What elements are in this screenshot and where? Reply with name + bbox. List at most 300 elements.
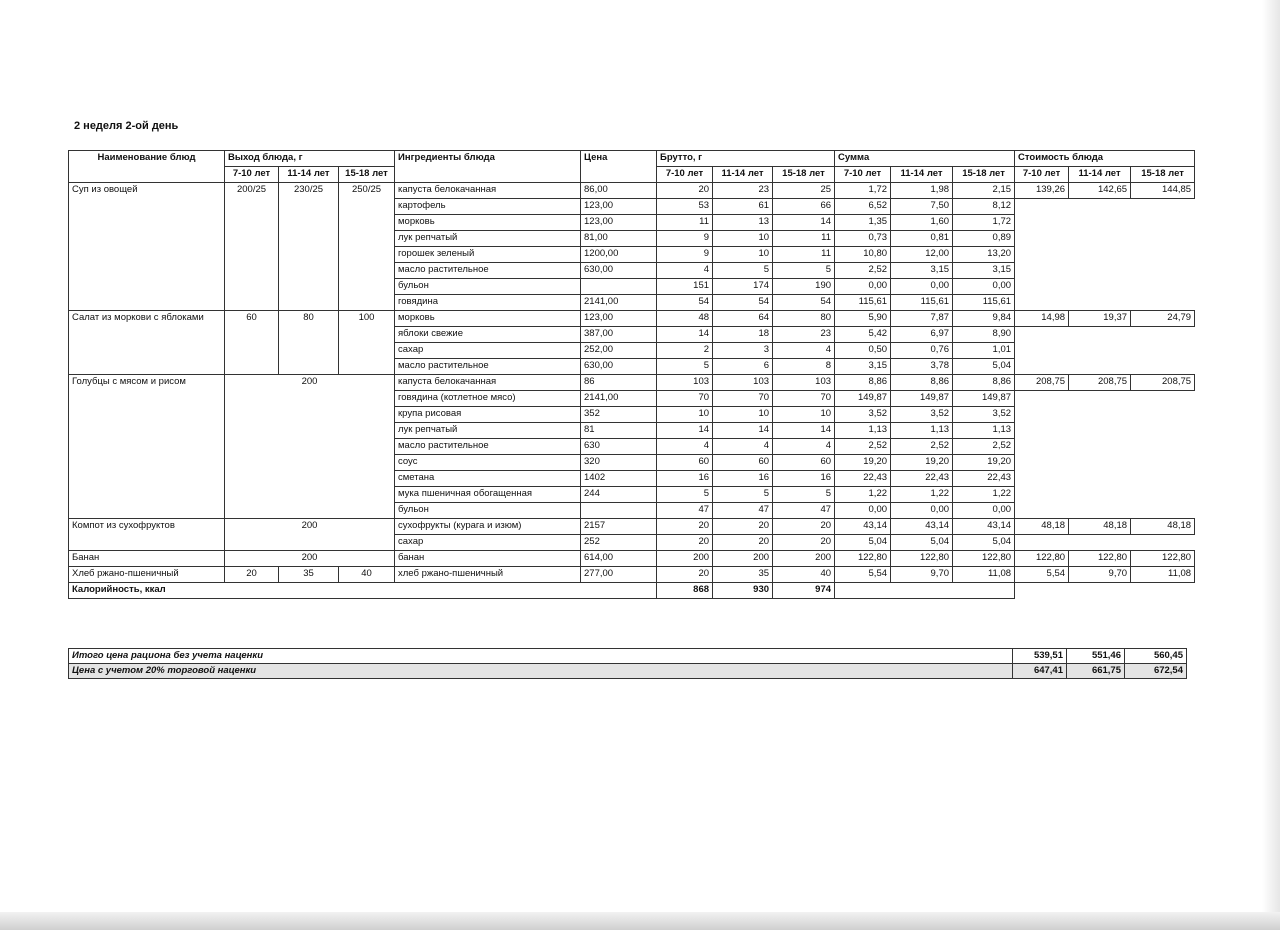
ingredient-name: соус: [395, 455, 581, 471]
sum-value: 9,84: [953, 311, 1015, 327]
dish-cost: 208,75: [1069, 375, 1131, 391]
total-value: 672,54: [1125, 664, 1187, 679]
sum-value: 0,89: [953, 231, 1015, 247]
brutto-value: 16: [773, 471, 835, 487]
brutto-value: 200: [713, 551, 773, 567]
dish-output: 200: [225, 551, 395, 567]
ingredient-name: говядина: [395, 295, 581, 311]
sum-value: 122,80: [891, 551, 953, 567]
ingredient-name: картофель: [395, 199, 581, 215]
ingredient-name: капуста белокачанная: [395, 183, 581, 199]
dish-output: 200/25: [225, 183, 279, 311]
total-value: 661,75: [1067, 664, 1125, 679]
sum-value: 1,72: [835, 183, 891, 199]
header-age-11-14: 11-14 лет: [713, 167, 773, 183]
sum-value: 1,60: [891, 215, 953, 231]
sum-value: 0,76: [891, 343, 953, 359]
sum-value: 1,22: [891, 487, 953, 503]
brutto-value: 200: [773, 551, 835, 567]
empty-cell: [1015, 439, 1195, 455]
brutto-value: 14: [657, 423, 713, 439]
sum-value: 122,80: [835, 551, 891, 567]
sum-value: 115,61: [953, 295, 1015, 311]
ingredient-price: 320: [581, 455, 657, 471]
empty-cell: [1015, 231, 1195, 247]
dish-cost: 122,80: [1131, 551, 1195, 567]
ingredient-price: 630,00: [581, 263, 657, 279]
sum-value: 22,43: [835, 471, 891, 487]
page-edge-shadow: [1262, 0, 1280, 930]
sum-value: 0,00: [835, 279, 891, 295]
brutto-value: 20: [657, 567, 713, 583]
brutto-value: 23: [773, 327, 835, 343]
sum-value: 8,12: [953, 199, 1015, 215]
dish-output: 230/25: [279, 183, 339, 311]
brutto-value: 5: [773, 263, 835, 279]
ingredient-name: масло растительное: [395, 359, 581, 375]
sum-value: 0,81: [891, 231, 953, 247]
empty-cell: [1015, 247, 1195, 263]
empty-cell: [835, 583, 1015, 599]
empty-cell: [1015, 279, 1195, 295]
sum-value: 3,52: [835, 407, 891, 423]
brutto-value: 20: [657, 519, 713, 535]
sum-value: 3,78: [891, 359, 953, 375]
ingredient-price: 123,00: [581, 311, 657, 327]
brutto-value: 53: [657, 199, 713, 215]
sum-value: 1,13: [835, 423, 891, 439]
ingredient-price: 81: [581, 423, 657, 439]
ingredient-price: 2157: [581, 519, 657, 535]
sum-value: 10,80: [835, 247, 891, 263]
brutto-value: 14: [773, 423, 835, 439]
sum-value: 8,86: [953, 375, 1015, 391]
sum-value: 22,43: [891, 471, 953, 487]
sum-value: 19,20: [891, 455, 953, 471]
dish-cost: 142,65: [1069, 183, 1131, 199]
sum-value: 2,52: [891, 439, 953, 455]
ingredient-price: 630,00: [581, 359, 657, 375]
page-title: 2 неделя 2-ой день: [74, 120, 179, 132]
brutto-value: 13: [713, 215, 773, 231]
empty-cell: [1015, 471, 1195, 487]
dish-cost: 139,26: [1015, 183, 1069, 199]
header-brutto: Брутто, г: [657, 151, 835, 167]
brutto-value: 4: [657, 439, 713, 455]
sum-value: 2,15: [953, 183, 1015, 199]
header-age-11-14: 11-14 лет: [1069, 167, 1131, 183]
ingredient-row: [69, 519, 1195, 535]
brutto-value: 20: [773, 535, 835, 551]
ingredient-name: говядина (котлетное мясо): [395, 391, 581, 407]
ingredient-name: лук репчатый: [395, 231, 581, 247]
brutto-value: 9: [657, 247, 713, 263]
empty-cell: [1015, 535, 1195, 551]
ingredient-price: 252: [581, 535, 657, 551]
sum-value: 3,52: [891, 407, 953, 423]
dish-cost: 122,80: [1015, 551, 1069, 567]
brutto-value: 4: [713, 439, 773, 455]
ingredient-price: 352: [581, 407, 657, 423]
sum-value: 5,90: [835, 311, 891, 327]
brutto-value: 60: [657, 455, 713, 471]
ingredient-price: 1402: [581, 471, 657, 487]
brutto-value: 48: [657, 311, 713, 327]
sum-value: 5,04: [835, 535, 891, 551]
sum-value: 3,15: [891, 263, 953, 279]
ingredient-name: морковь: [395, 215, 581, 231]
brutto-value: 20: [657, 183, 713, 199]
dish-name: Компот из сухофруктов: [69, 519, 225, 551]
sum-value: 2,52: [835, 439, 891, 455]
sum-value: 0,00: [953, 503, 1015, 519]
sum-value: 2,52: [835, 263, 891, 279]
sum-value: 6,97: [891, 327, 953, 343]
header-age-7-10: 7-10 лет: [835, 167, 891, 183]
brutto-value: 200: [657, 551, 713, 567]
brutto-value: 18: [713, 327, 773, 343]
sum-value: 0,50: [835, 343, 891, 359]
sum-value: 5,42: [835, 327, 891, 343]
brutto-value: 14: [773, 215, 835, 231]
sum-value: 115,61: [891, 295, 953, 311]
brutto-value: 4: [773, 343, 835, 359]
brutto-value: 61: [713, 199, 773, 215]
total-row-no-markup: [69, 649, 1187, 664]
ingredient-price: 277,00: [581, 567, 657, 583]
total-label: Итого цена рациона без учета наценки: [69, 649, 1013, 664]
total-value: 647,41: [1013, 664, 1067, 679]
ingredient-row: [69, 567, 1195, 583]
ingredient-name: яблоки свежие: [395, 327, 581, 343]
sum-value: 1,35: [835, 215, 891, 231]
sum-value: 149,87: [835, 391, 891, 407]
brutto-value: 190: [773, 279, 835, 295]
brutto-value: 4: [657, 263, 713, 279]
ingredient-price: 81,00: [581, 231, 657, 247]
empty-cell: [1015, 423, 1195, 439]
brutto-value: 174: [713, 279, 773, 295]
total-label: Цена с учетом 20% торговой наценки: [69, 664, 1013, 679]
header-sum: Сумма: [835, 151, 1015, 167]
ingredient-name: бульон: [395, 279, 581, 295]
sum-value: 0,73: [835, 231, 891, 247]
header-dish-cost: Стоимость блюда: [1015, 151, 1195, 167]
brutto-value: 9: [657, 231, 713, 247]
brutto-value: 54: [713, 295, 773, 311]
ingredient-row: [69, 551, 1195, 567]
brutto-value: 5: [657, 359, 713, 375]
ingredient-price: 86,00: [581, 183, 657, 199]
ingredient-price: 123,00: [581, 199, 657, 215]
empty-cell: [1015, 359, 1195, 375]
sum-value: 3,15: [953, 263, 1015, 279]
header-age-11-14: 11-14 лет: [891, 167, 953, 183]
dish-cost: 122,80: [1069, 551, 1131, 567]
empty-cell: [1015, 391, 1195, 407]
empty-cell: [1015, 455, 1195, 471]
sum-value: 22,43: [953, 471, 1015, 487]
ingredient-price: [581, 503, 657, 519]
dish-output: 60: [225, 311, 279, 375]
header-age-7-10: 7-10 лет: [657, 167, 713, 183]
sum-value: 0,00: [891, 279, 953, 295]
brutto-value: 8: [773, 359, 835, 375]
ingredient-price: [581, 279, 657, 295]
sum-value: 0,00: [835, 503, 891, 519]
calories-value: 868: [657, 583, 713, 599]
brutto-value: 10: [713, 407, 773, 423]
brutto-value: 20: [657, 535, 713, 551]
brutto-value: 54: [773, 295, 835, 311]
dish-cost: 9,70: [1069, 567, 1131, 583]
sum-value: 12,00: [891, 247, 953, 263]
brutto-value: 70: [773, 391, 835, 407]
brutto-value: 3: [713, 343, 773, 359]
sum-value: 1,01: [953, 343, 1015, 359]
ingredient-name: морковь: [395, 311, 581, 327]
dish-output: 40: [339, 567, 395, 583]
ingredient-name: банан: [395, 551, 581, 567]
table-body: [69, 183, 1195, 599]
calories-label: Калорийность, ккал: [69, 583, 657, 599]
empty-cell: [1015, 487, 1195, 503]
brutto-value: 5: [713, 487, 773, 503]
empty-cell: [1015, 407, 1195, 423]
brutto-value: 103: [713, 375, 773, 391]
dish-cost: 19,37: [1069, 311, 1131, 327]
ingredient-price: 86: [581, 375, 657, 391]
brutto-value: 10: [713, 231, 773, 247]
total-value: 551,46: [1067, 649, 1125, 664]
ingredient-name: хлеб ржано-пшеничный: [395, 567, 581, 583]
scanner-bottom-edge: [0, 912, 1280, 930]
brutto-value: 11: [773, 231, 835, 247]
empty-cell: [1015, 327, 1195, 343]
dish-name: Хлеб ржано-пшеничный: [69, 567, 225, 583]
header-age-15-18: 15-18 лет: [339, 167, 395, 183]
brutto-value: 40: [773, 567, 835, 583]
dish-output: 250/25: [339, 183, 395, 311]
brutto-value: 5: [773, 487, 835, 503]
sum-value: 1,72: [953, 215, 1015, 231]
brutto-value: 103: [773, 375, 835, 391]
brutto-value: 16: [713, 471, 773, 487]
brutto-value: 14: [713, 423, 773, 439]
sum-value: 5,04: [953, 359, 1015, 375]
ingredient-name: сухофрукты (курага и изюм): [395, 519, 581, 535]
empty-cell: [1015, 583, 1195, 599]
brutto-value: 64: [713, 311, 773, 327]
sum-value: 3,15: [835, 359, 891, 375]
sum-value: 19,20: [835, 455, 891, 471]
ingredient-price: 387,00: [581, 327, 657, 343]
empty-cell: [1015, 199, 1195, 215]
empty-cell: [1015, 343, 1195, 359]
brutto-value: 70: [713, 391, 773, 407]
brutto-value: 16: [657, 471, 713, 487]
total-value: 560,45: [1125, 649, 1187, 664]
ingredient-name: горошек зеленый: [395, 247, 581, 263]
total-value: 539,51: [1013, 649, 1067, 664]
dish-output: 200: [225, 375, 395, 519]
ingredient-name: крупа рисовая: [395, 407, 581, 423]
header-age-7-10: 7-10 лет: [225, 167, 279, 183]
sum-value: 122,80: [953, 551, 1015, 567]
dish-name: Суп из овощей: [69, 183, 225, 311]
dish-cost: 208,75: [1131, 375, 1195, 391]
sum-value: 8,86: [835, 375, 891, 391]
calories-row: [69, 583, 1195, 599]
sum-value: 1,13: [891, 423, 953, 439]
brutto-value: 47: [713, 503, 773, 519]
brutto-value: 20: [713, 535, 773, 551]
brutto-value: 66: [773, 199, 835, 215]
ingredient-name: сахар: [395, 343, 581, 359]
header-age-11-14: 11-14 лет: [279, 167, 339, 183]
totals-table: [68, 648, 1187, 679]
menu-table: [68, 150, 1195, 599]
brutto-value: 60: [773, 455, 835, 471]
sum-value: 1,98: [891, 183, 953, 199]
sum-value: 0,00: [891, 503, 953, 519]
dish-cost: 48,18: [1015, 519, 1069, 535]
ingredient-price: 244: [581, 487, 657, 503]
brutto-value: 103: [657, 375, 713, 391]
empty-cell: [1015, 295, 1195, 311]
header-dish-name: Наименование блюд: [69, 151, 225, 183]
dish-cost: 5,54: [1015, 567, 1069, 583]
dish-cost: 144,85: [1131, 183, 1195, 199]
sum-value: 7,87: [891, 311, 953, 327]
sum-value: 5,54: [835, 567, 891, 583]
sum-value: 149,87: [891, 391, 953, 407]
sum-value: 6,52: [835, 199, 891, 215]
ingredient-name: бульон: [395, 503, 581, 519]
ingredient-price: 630: [581, 439, 657, 455]
sum-value: 2,52: [953, 439, 1015, 455]
header-age-15-18: 15-18 лет: [1131, 167, 1195, 183]
sum-value: 5,04: [891, 535, 953, 551]
dish-output: 35: [279, 567, 339, 583]
brutto-value: 11: [773, 247, 835, 263]
sum-value: 1,22: [835, 487, 891, 503]
ingredient-name: масло растительное: [395, 439, 581, 455]
ingredient-row: [69, 183, 1195, 199]
dish-name: Банан: [69, 551, 225, 567]
ingredient-price: 1200,00: [581, 247, 657, 263]
header-output: Выход блюда, г: [225, 151, 395, 167]
sum-value: 7,50: [891, 199, 953, 215]
table-header: [69, 151, 1195, 183]
ingredient-row: [69, 375, 1195, 391]
brutto-value: 47: [657, 503, 713, 519]
ingredient-price: 2141,00: [581, 295, 657, 311]
empty-cell: [1015, 215, 1195, 231]
header-ingredients: Ингредиенты блюда: [395, 151, 581, 183]
brutto-value: 23: [713, 183, 773, 199]
dish-cost: 11,08: [1131, 567, 1195, 583]
dish-cost: 48,18: [1131, 519, 1195, 535]
ingredient-name: мука пшеничная обогащенная: [395, 487, 581, 503]
header-age-7-10: 7-10 лет: [1015, 167, 1069, 183]
ingredient-price: 123,00: [581, 215, 657, 231]
ingredient-price: 2141,00: [581, 391, 657, 407]
brutto-value: 70: [657, 391, 713, 407]
brutto-value: 5: [657, 487, 713, 503]
ingredient-name: масло растительное: [395, 263, 581, 279]
header-price: Цена: [581, 151, 657, 183]
sum-value: 43,14: [953, 519, 1015, 535]
brutto-value: 2: [657, 343, 713, 359]
ingredient-name: сметана: [395, 471, 581, 487]
sum-value: 19,20: [953, 455, 1015, 471]
brutto-value: 10: [713, 247, 773, 263]
empty-cell: [1015, 503, 1195, 519]
brutto-value: 11: [657, 215, 713, 231]
sum-value: 43,14: [835, 519, 891, 535]
sum-value: 11,08: [953, 567, 1015, 583]
brutto-value: 20: [713, 519, 773, 535]
brutto-value: 35: [713, 567, 773, 583]
brutto-value: 151: [657, 279, 713, 295]
calories-value: 974: [773, 583, 835, 599]
brutto-value: 20: [773, 519, 835, 535]
dish-name: Голубцы с мясом и рисом: [69, 375, 225, 519]
brutto-value: 25: [773, 183, 835, 199]
calories-value: 930: [713, 583, 773, 599]
sum-value: 9,70: [891, 567, 953, 583]
brutto-value: 60: [713, 455, 773, 471]
ingredient-name: капуста белокачанная: [395, 375, 581, 391]
brutto-value: 4: [773, 439, 835, 455]
brutto-value: 47: [773, 503, 835, 519]
ingredient-row: [69, 311, 1195, 327]
sum-value: 13,20: [953, 247, 1015, 263]
ingredient-name: сахар: [395, 535, 581, 551]
brutto-value: 10: [657, 407, 713, 423]
ingredient-price: 252,00: [581, 343, 657, 359]
ingredient-price: 614,00: [581, 551, 657, 567]
sum-value: 1,22: [953, 487, 1015, 503]
dish-cost: 24,79: [1131, 311, 1195, 327]
ingredient-name: лук репчатый: [395, 423, 581, 439]
brutto-value: 5: [713, 263, 773, 279]
brutto-value: 6: [713, 359, 773, 375]
empty-cell: [1015, 263, 1195, 279]
brutto-value: 54: [657, 295, 713, 311]
sum-value: 5,04: [953, 535, 1015, 551]
total-row-with-markup: [69, 664, 1187, 679]
header-age-15-18: 15-18 лет: [953, 167, 1015, 183]
sum-value: 0,00: [953, 279, 1015, 295]
dish-output: 20: [225, 567, 279, 583]
sum-value: 115,61: [835, 295, 891, 311]
dish-cost: 14,98: [1015, 311, 1069, 327]
sum-value: 3,52: [953, 407, 1015, 423]
dish-output: 100: [339, 311, 395, 375]
header-age-15-18: 15-18 лет: [773, 167, 835, 183]
brutto-value: 14: [657, 327, 713, 343]
sum-value: 1,13: [953, 423, 1015, 439]
brutto-value: 80: [773, 311, 835, 327]
dish-output: 80: [279, 311, 339, 375]
dish-cost: 48,18: [1069, 519, 1131, 535]
dish-cost: 208,75: [1015, 375, 1069, 391]
dish-output: 200: [225, 519, 395, 551]
sum-value: 8,86: [891, 375, 953, 391]
sum-value: 43,14: [891, 519, 953, 535]
